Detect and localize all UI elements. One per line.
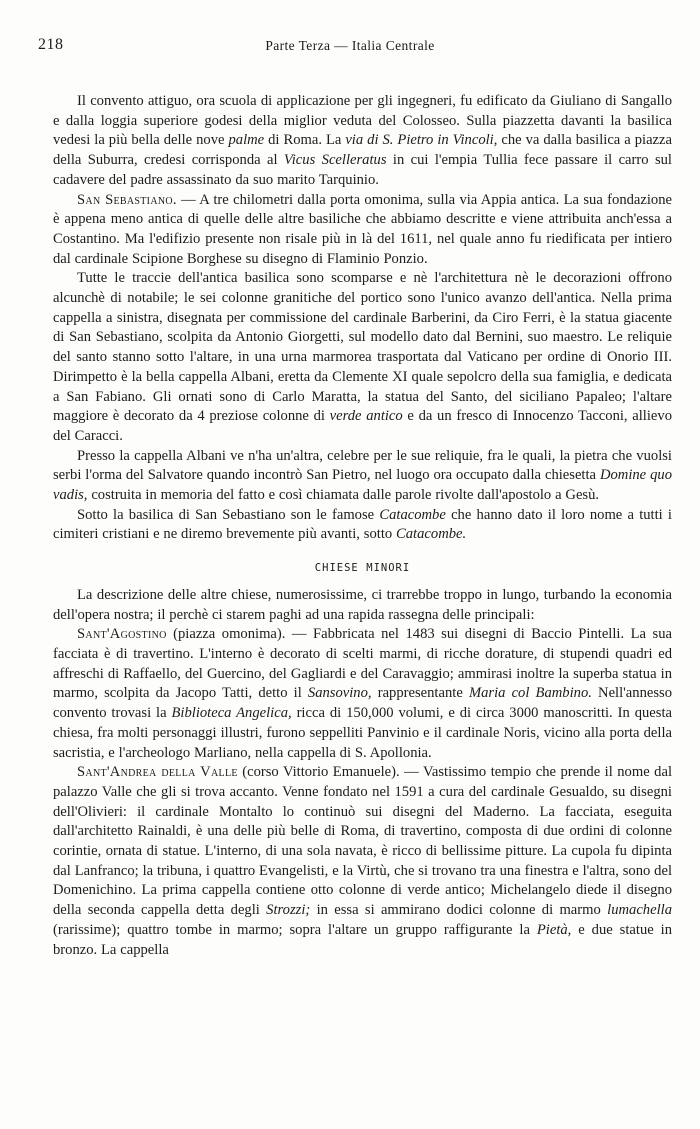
running-title: Parte Terza — Italia Centrale <box>265 38 435 53</box>
paragraph-sant-andrea-della-valle: Sant'Andrea della Valle (corso Vittorio Emanuele). — Vastissimo tempio che prende il nome dal palazzo Valle che gli si trova accanto. Venne fondato nel 1591 a cura del cardinale Gesualdo, su disegni dell'Olivieri: il cardinale Montalto lo continuò sui disegni del Maderno. La facciata, eseguita dall'architetto Rainaldi, è una delle più belle di Roma, di travertino, composta di due ordini di colonne corintie, ornata di statue. L'interno, di una sola navata, è ricco di bellissime pitture. La cupola fu dipinta dal Lanfranco; la tribuna, i quattro Evangelisti, e la Virtù, che si trovano tra una finestra e l'altra, sono del Domenichino. La prima cappella contiene otto colonne di verde antico; Michelangelo diede il disegno della seconda cappella detta degli Strozzi; in essa si ammirano dodici colonne di marmo lumachella (rarissime); quattro tombe in marmo; sopra l'altare un gruppo raffigurante la Pietà, e due statue in bronzo. La cappella <box>53 764 673 958</box>
entry-title-sant-agostino: Sant'Agostino <box>77 626 167 643</box>
body-text <box>53 92 672 960</box>
running-head <box>38 36 662 58</box>
paragraph-catacombe: Sotto la basilica di San Sebastiano son le famose Catacombe che hanno dato il loro nome a tutti i cimiteri cristiani e ne diremo brevemente più avanti, sotto Catacombe. <box>53 506 672 543</box>
paragraph-san-sebastiano: San Sebastiano. — A tre chilometri dalla porta omonima, sulla via Appia antica. La sua fondazione è appena meno antica di quelle delle altre basiliche che abbiamo descritte e viene attribuita anch'essa a Costantino. Ma l'edifizio presente non risale più in là del 1611, nel quale anno fu riedificata per intiero dal cardinale Scipione Borghese su disegno di Flaminio Ponzio. <box>53 191 672 267</box>
page-number: 218 <box>38 36 64 53</box>
paragraph-sant-agostino: Sant'Agostino (piazza omonima). — Fabbricata nel 1483 sui disegni di Baccio Pintelli. La sua facciata è di travertino. L'interno è decorato di scelti marmi, di ricche dorature, di stupendi quadri ed affreschi di Raffaello, del Guercino, del Gagliardi e del Caravaggio; ammirasi inoltre la superba statua in marmo, scolpita da Jacopo Tatti, detto il Sansovino, rappresentante Maria col Bambino. Nell'annesso convento trovasi la Biblioteca Angelica, ricca di 150,000 volumi, e di circa 3000 manoscritti. In questa chiesa, fra molti personaggi illustri, furono seppelliti Panvinio e il cardinale Noris, vicino alla porta della sacristia, e l'archeologo Marliano, nella cappella di S. Apollonia. <box>53 626 672 761</box>
paragraph-descrizione: La descrizione delle altre chiese, numerosissime, ci trarrebbe troppo in lungo, turbando la economia dell'opera nostra; il perchè ci starem paghi ad una rapida rassegna delle principali: <box>53 586 672 623</box>
entry-title-san-sebastiano: San Sebastiano. <box>77 191 177 208</box>
paragraph-convento: Il convento attiguo, ora scuola di applicazione per gli ingegneri, fu edificato da Giuliano di Sangallo e dalla loggia superiore godesi della miglior veduta del Colosseo. Sulla piazzetta davanti la basilica vedesi la più bella delle nove palme di Roma. La via di S. Pietro in Vincoli, che va dalla basilica a piazza della Suburra, credesi corrisponda al Vicus Scelleratus in cui l'empia Tullia fece passare il carro sul cadavere del padre assassinato da suo marito Tarquinio. <box>53 93 672 188</box>
paragraph-cappella-albani: Presso la cappella Albani ve n'ha un'altra, celebre per le sue reliquie, fra le quali, la pietra che vuolsi serbi l'orma del Salvatore quando incontrò San Pietro, nel luogo ora occupato dalla chiesetta Domine quo vadis, costruita in memoria del fatto e così chiamata dalle parole rivolte dall'apostolo a Gesù. <box>53 447 672 504</box>
paragraph-traccie: Tutte le traccie dell'antica basilica sono scomparse e nè l'architettura nè le decorazioni offrono alcunchè di notabile; le sei colonne granitiche del portico sono l'unico avanzo dell'antica. Nella prima cappella a sinistra, disegnata per commissione del cardinale Barberini, da Ciro Ferri, è la statua giacente di San Sebastiano, scolpita da Antonio Giorgetti, sul modello dato dal Bernini, suo maestro. Le reliquie del santo stanno sotto l'altare, in una urna marmorea trasportata dal Vaticano per ordine di Onorio III. Dirimpetto è la bella cappella Albani, eretta da Clemente XI quale sepolcro della sua famiglia, e dedicata a San Fabiano. Gli ornati sono di Carlo Maratta, la statua del Santo, del siciliano Papaleo; l'altare maggiore è decorato da 4 preziose colonne di verde antico e da un fresco di Innocenzo Tacconi, allievo del Caracci. <box>53 270 672 444</box>
entry-title-sant-andrea: Sant'Andrea della Valle <box>77 764 238 781</box>
section-heading-chiese-minori: CHIESE MINORI <box>314 562 411 575</box>
